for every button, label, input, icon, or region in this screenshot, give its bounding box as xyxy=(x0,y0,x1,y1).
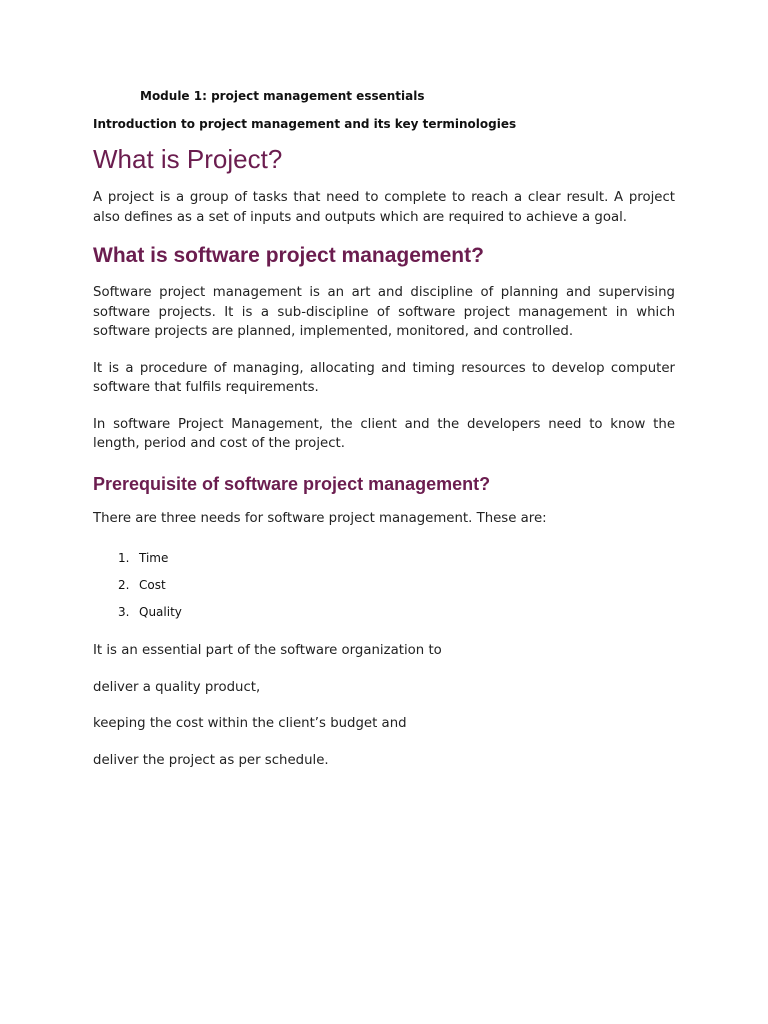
paragraph-spm-definition: Software project management is an art and discipline of planning and supervising software projects. It is a sub-discipline of software project management in which software projects are planned, implemented, monitored, and controlled. xyxy=(93,285,675,339)
document-body xyxy=(93,86,675,770)
module-title: Module 1: project management essentials xyxy=(140,89,425,103)
list-number: 3. xyxy=(118,605,130,619)
intro-title: Introduction to project management and its key terminologies xyxy=(93,117,517,131)
paragraph-spm-client: In software Project Management, the client and the developers need to know the length, period and cost of the project. xyxy=(93,416,675,451)
list-label: Time xyxy=(139,551,169,565)
closing-line: keeping the cost within the client’s budget and xyxy=(93,716,407,731)
closing-line: deliver the project as per schedule. xyxy=(93,752,329,768)
heading-what-is-project: What is Project? xyxy=(93,144,283,174)
list-number: 1. xyxy=(118,551,130,565)
heading-prerequisite: Prerequisite of software project management? xyxy=(93,473,491,494)
paragraph-three-needs: There are three needs for software project management. These are: xyxy=(93,510,547,526)
list-label: Quality xyxy=(139,605,182,619)
closing-line: It is an essential part of the software organization to xyxy=(93,643,442,658)
needs-list xyxy=(93,545,675,626)
closing-line: deliver a quality product, xyxy=(93,679,261,695)
paragraph-project-definition: A project is a group of tasks that need to complete to reach a clear result. A project also defines as a set of inputs and outputs which are required to achieve a goal. xyxy=(93,190,675,225)
list-item xyxy=(118,545,675,572)
list-item xyxy=(118,572,675,599)
paragraph-spm-procedure: It is a procedure of managing, allocating and timing resources to develop computer software that fulfils requirements. xyxy=(93,360,675,395)
list-item xyxy=(118,599,675,626)
list-number: 2. xyxy=(118,578,130,592)
list-label: Cost xyxy=(139,578,166,592)
heading-software-project-management: What is software project management? xyxy=(93,244,484,267)
